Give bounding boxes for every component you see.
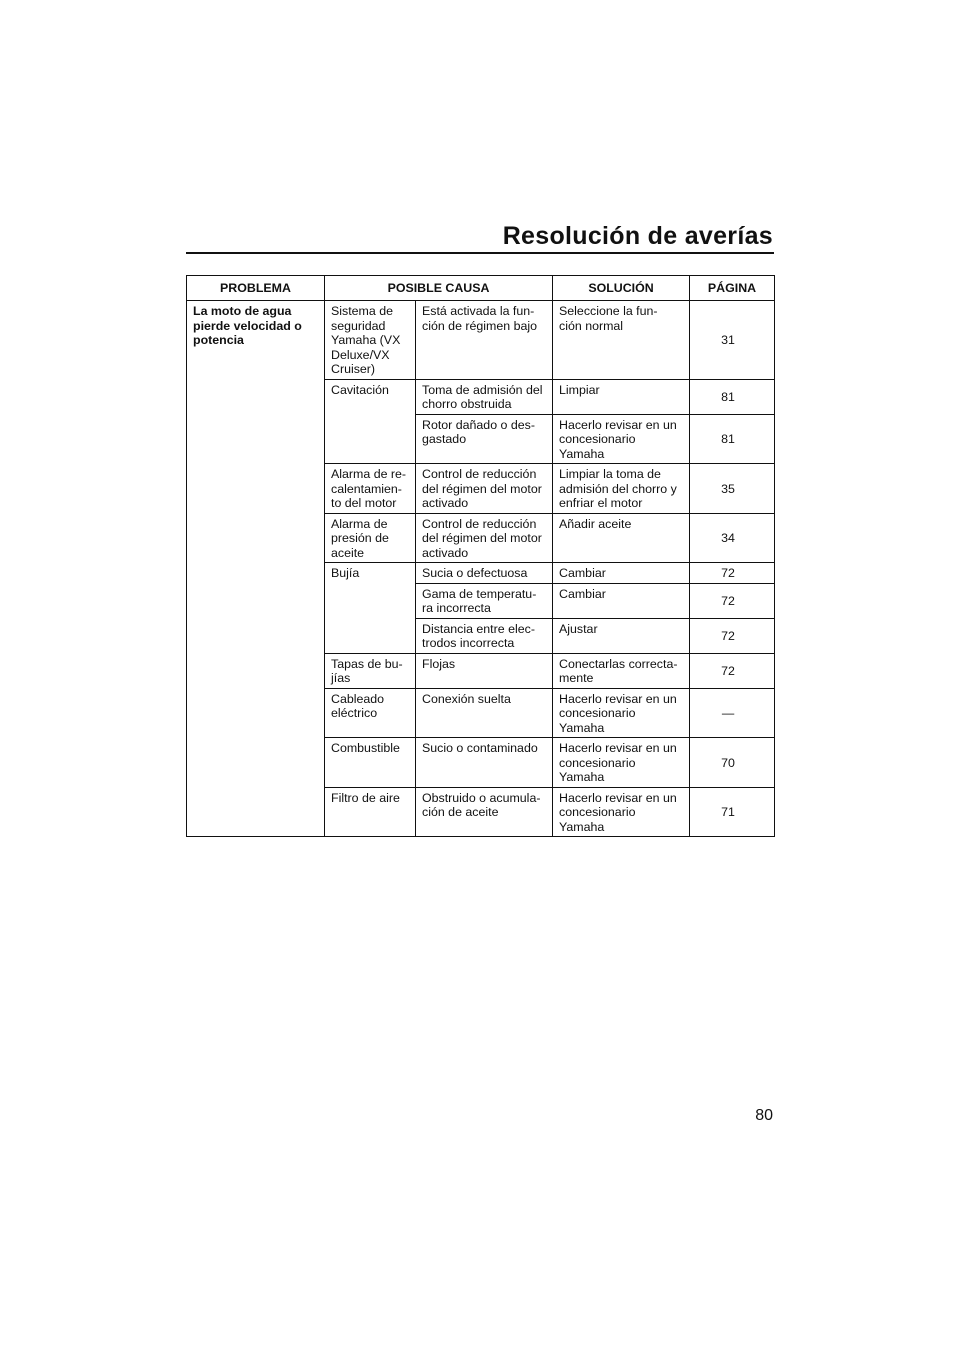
cause-detail-line: Control de reducción [422,516,537,531]
cause-detail-line: Control de reducción [422,467,537,481]
cause-cell [325,688,416,738]
solution-cell [553,653,690,688]
cause-cell [325,738,416,788]
solution-line: Limpiar la toma de [559,467,661,481]
cause-detail-line: activado [422,496,469,510]
cause-detail-line: activado [422,545,469,560]
cause-detail-line: Obstruido o acumula- [422,790,541,805]
page-ref-cell: 31 [690,301,775,380]
title-rule [186,252,774,254]
page-ref-cell: 81 [690,414,775,464]
cause-detail-cell [416,563,553,584]
cause-cell [325,653,416,688]
page-ref-cell: 34 [690,513,775,563]
cause-line: Cruiser) [331,362,376,376]
cause-detail-line: Conexión suelta [422,691,511,706]
page-ref-cell: 35 [690,464,775,514]
cause-detail-line: Toma de admisión del [422,382,543,397]
cause-line: Cableado [331,691,385,706]
solution-line: Hacerlo revisar en un [559,741,677,755]
solution-line: Yamaha [559,720,605,735]
cause-detail-line: ra incorrecta [422,601,491,615]
cause-line: jías [331,671,351,685]
page-number: 80 [755,1107,773,1124]
cause-line: Alarma de re- [331,467,407,481]
cause-detail-cell [416,379,553,414]
cause-detail-cell [416,513,553,563]
cause-line: aceite [331,545,365,560]
solution-cell [553,583,690,618]
solution-line: mente [559,671,594,685]
table-row [187,301,775,380]
solution-cell [553,379,690,414]
cause-detail-line: Sucia o defectuosa [422,566,528,580]
cause-detail-line: Distancia entre elec- [422,621,535,636]
cause-line: Yamaha (VX [331,333,401,347]
header-solution: SOLUCIÓN [553,276,690,301]
cause-cell [325,464,416,514]
header-page: PÁGINA [690,276,775,301]
cause-cell [325,513,416,563]
solution-cell [553,513,690,563]
cause-detail-cell [416,688,553,738]
cause-detail-cell [416,787,553,837]
cause-line: Deluxe/VX [331,347,390,362]
solution-line: Hacerlo revisar en un [559,417,677,432]
solution-line: Yamaha [559,770,605,784]
cause-detail-line: Rotor dañado o des- [422,417,535,432]
solution-line: Yamaha [559,819,605,834]
solution-cell [553,301,690,380]
cause-line: to del motor [331,496,397,510]
page-ref-cell: 70 [690,738,775,788]
cause-detail-cell [416,653,553,688]
cause-cell [325,301,416,380]
cause-detail-line: Sucio o contaminado [422,741,538,755]
problem-cell [187,301,325,837]
solution-cell [553,414,690,464]
solution-line: Cambiar [559,586,606,601]
solution-line: Conectarlas correcta- [559,656,678,671]
solution-line: concesionario [559,805,636,819]
cause-detail-cell [416,414,553,464]
solution-line: concesionario [559,755,636,770]
cause-detail-line: chorro obstruida [422,397,512,411]
cause-detail-line: Está activada la fun- [422,304,535,318]
cause-line: Filtro de aire [331,790,400,805]
solution-cell [553,563,690,584]
solution-line: Seleccione la fun- [559,304,658,318]
page-ref-cell: 72 [690,653,775,688]
page-ref-cell: 72 [690,618,775,653]
problem-line: potencia [193,333,244,347]
solution-line: Hacerlo revisar en un [559,790,677,805]
problem-line: La moto de agua [193,304,292,318]
solution-line: Limpiar [559,382,600,397]
table-body [187,301,775,837]
cause-detail-line: gastado [422,432,467,446]
cause-detail-line: ción de aceite [422,805,499,819]
cause-detail-cell [416,464,553,514]
cause-detail-cell [416,738,553,788]
cause-line: eléctrico [331,706,378,720]
cause-detail-cell [416,618,553,653]
solution-line: concesionario [559,432,636,446]
table-header [187,276,775,301]
cause-line: Bujía [331,566,360,580]
page-ref-cell: 81 [690,379,775,414]
cause-detail-cell [416,301,553,380]
solution-line: Ajustar [559,621,598,636]
cause-line: calentamien- [331,481,402,496]
cause-detail-line: Gama de temperatu- [422,586,537,601]
cause-cell [325,379,416,464]
page-ref-cell: 71 [690,787,775,837]
page-ref-cell: 72 [690,563,775,584]
solution-cell [553,688,690,738]
page-title: Resolución de averías [502,222,773,250]
cause-line: presión de [331,531,389,545]
cause-line: Alarma de [331,516,388,531]
solution-line: admisión del chorro y [559,481,677,496]
solution-line: enfriar el motor [559,496,643,510]
troubleshooting-table [186,275,775,837]
header-problem: PROBLEMA [187,276,325,301]
solution-line: Cambiar [559,566,606,580]
cause-detail-line: ción de régimen bajo [422,318,538,333]
cause-detail-line: del régimen del motor [422,531,542,545]
cause-detail-line: trodos incorrecta [422,636,515,650]
solution-cell [553,738,690,788]
page-ref-cell: — [690,688,775,738]
solution-cell [553,787,690,837]
solution-line: ción normal [559,318,624,333]
header-cause: POSIBLE CAUSA [325,276,553,301]
cause-line: Tapas de bu- [331,656,403,671]
cause-line: Sistema de [331,304,393,318]
cause-detail-line: Flojas [422,656,456,671]
solution-line: Yamaha [559,446,605,461]
solution-line: Hacerlo revisar en un [559,691,677,706]
cause-line: Cavitación [331,382,389,397]
cause-cell [325,787,416,837]
solution-cell [553,464,690,514]
cause-line: Combustible [331,741,400,755]
problem-line: pierde velocidad o [193,318,302,333]
cause-line: seguridad [331,318,386,333]
cause-detail-cell [416,583,553,618]
solution-line: Añadir aceite [559,516,632,531]
solution-cell [553,618,690,653]
cause-detail-line: del régimen del motor [422,481,542,496]
cause-cell [325,563,416,654]
page-ref-cell: 72 [690,583,775,618]
solution-line: concesionario [559,706,636,720]
